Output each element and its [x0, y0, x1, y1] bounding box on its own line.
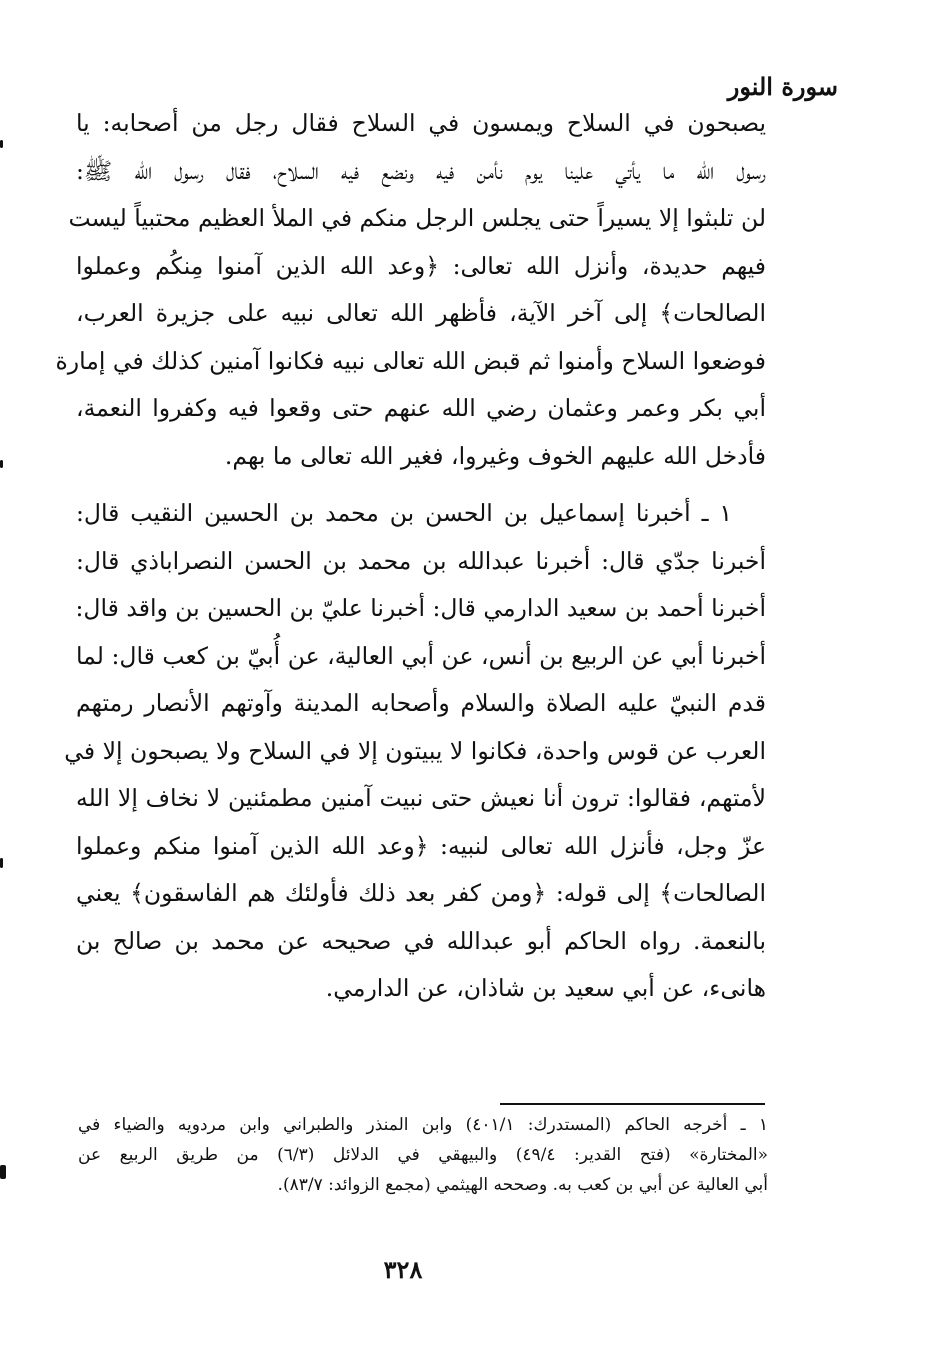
- text-line: العرب عن قوس واحدة، فكانوا لا يبيتون إلا في السلاح ولا يصبحون إلا في: [64, 736, 766, 765]
- margin-mark: [0, 1165, 6, 1179]
- text-line: عزّ وجل، فأنزل الله تعالى لنبيه: ﴿وعد الله الذين آمنوا منكم وعملوا: [76, 831, 766, 860]
- text-line: لن تلبثوا إلا يسيراً حتى يجلس الرجل منكم في الملأ العظيم محتبياً ليست: [68, 204, 766, 232]
- page-number: ٣٢٨: [383, 1255, 423, 1284]
- text-line: الصالحات﴾ إلى قوله: ﴿ومن كفر بعد ذلك فأولئك هم الفاسقون﴾ يعني: [76, 879, 766, 907]
- text-line: أخبرنا أحمد بن سعيد الدارمي قال: أخبرنا عليّ بن الحسين بن واقد قال:: [75, 594, 766, 622]
- text-line: فأدخل الله عليهم الخوف وغيروا، فغير الله تعالى ما بهم.: [224, 441, 766, 470]
- main-text: [55, 100, 766, 1013]
- text-line: أخبرنا أبي عن الربيع بن أنس، عن أبي العالية، عن أُبيّ بن كعب قال: لما: [76, 641, 766, 670]
- footnote-divider: [500, 1103, 765, 1105]
- paragraph-1: [55, 100, 766, 480]
- page-header-surah-title: سورة النور: [727, 72, 838, 101]
- paragraph-2-hadith: [64, 490, 766, 1013]
- footnote-line: «المختارة» (فتح القدير: ٤٩/٤) والبيهقي في الدلائل (٦/٣) من طريق الربيع عن: [78, 1145, 769, 1165]
- text-line: فيهم حديدة، وأنزل الله تعالى: ﴿وعد الله الذين آمنوا مِنكُم وعملوا: [76, 251, 766, 280]
- footnote-line: ١ ـ أخرجه الحاكم (المستدرك: ٤٠١/١) وابن المنذر والطبراني وابن مردويه والضياء في: [78, 1115, 768, 1135]
- text-line: ١ ـ أخبرنا إسماعيل بن الحسن بن محمد بن الحسين النقيب قال:: [76, 499, 732, 527]
- text-line: يصبحون في السلاح ويمسون في السلاح فقال رجل من أصحابه: يا: [76, 109, 766, 137]
- margin-mark: [0, 858, 3, 868]
- text-line: قدم النبيّ عليه الصلاة والسلام وأصحابه المدينة وآوتهم الأنصار رمتهم: [76, 689, 766, 717]
- margin-mark: [0, 460, 3, 468]
- footnote-line: أبي العالية عن أبي بن كعب به. وصححه الهيثمي (مجمع الزوائد: ٨٣/٧).: [277, 1175, 768, 1195]
- paragraph-gap: [76, 480, 766, 490]
- text-line: فوضعوا السلاح وأمنوا ثم قبض الله تعالى نبيه فكانوا آمنين كذلك في إمارة: [55, 346, 766, 375]
- text-line: بالنعمة. رواه الحاكم أبو عبدالله في صحيحه عن محمد بن صالح بن: [76, 926, 766, 955]
- text-line: لأمتهم، فقالوا: ترون أنا نعيش حتى نبيت آمنين مطمئنين لا نخاف إلا الله: [76, 784, 766, 812]
- text-line: أبي بكر وعمر وعثمان رضي الله عنهم حتى وقعوا فيه وكفروا النعمة،: [76, 394, 766, 422]
- margin-mark: [0, 140, 3, 148]
- text-line: الصالحات﴾ إلى آخر الآية، فأظهر الله تعالى نبيه على جزيرة العرب،: [76, 299, 766, 327]
- footnote: [78, 1110, 768, 1200]
- text-line: هانىء، عن أبي سعيد بن شاذان، عن الدارمي.: [325, 974, 766, 1002]
- text-line: أخبرنا جدّي قال: أخبرنا عبدالله بن محمد بن الحسن النصراباذي قال:: [76, 546, 766, 575]
- text-line: رسول الله ما يأتي علينا يوم نأمن فيه ونضع فيه السلاح، فقال رسول الله ﷺ:: [76, 156, 766, 185]
